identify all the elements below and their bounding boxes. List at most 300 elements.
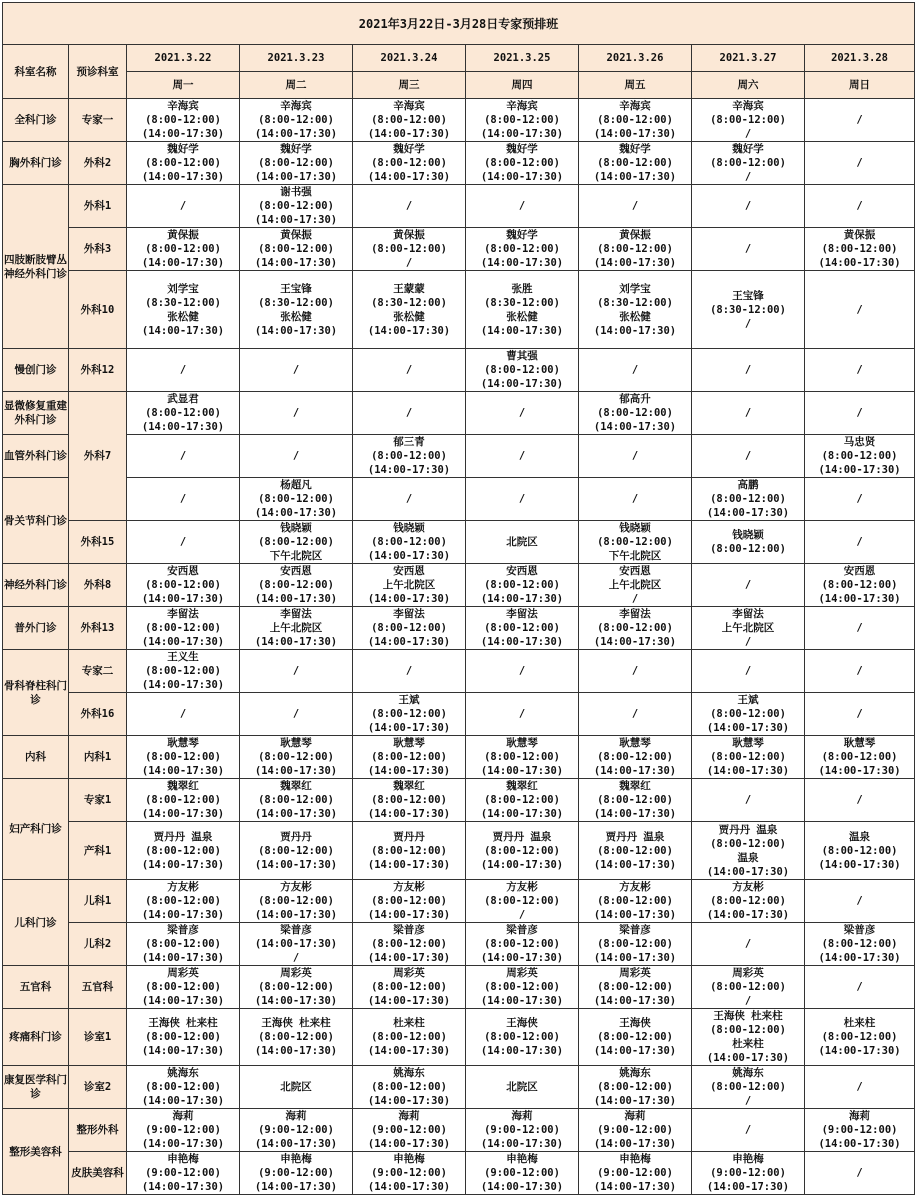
schedule-cell bbox=[466, 822, 579, 880]
schedule-line: (14:00-17:30) bbox=[818, 257, 901, 269]
schedule-cell bbox=[127, 693, 240, 736]
schedule-cell bbox=[579, 1109, 692, 1152]
schedule-line: 周彩英 bbox=[280, 967, 312, 979]
schedule-line: (14:00-17:30) bbox=[480, 1181, 564, 1193]
schedule-cell bbox=[466, 880, 579, 923]
schedule-line: (9:00-12:00) bbox=[371, 1167, 447, 1179]
schedule-cell bbox=[127, 392, 240, 435]
schedule-line: 下午北院区 bbox=[608, 550, 662, 562]
schedule-cell bbox=[127, 1009, 240, 1066]
schedule-cell bbox=[353, 392, 466, 435]
schedule-cell bbox=[240, 779, 353, 822]
schedule-line: / bbox=[292, 708, 300, 720]
schedule-cell bbox=[127, 478, 240, 521]
clinic-room: 外科16 bbox=[69, 693, 127, 736]
schedule-line: 上午北院区 bbox=[382, 579, 436, 591]
schedule-line: (14:00-17:30) bbox=[706, 909, 790, 921]
schedule-line: (14:00-17:30) bbox=[254, 593, 338, 605]
schedule-line: (8:00-12:00) bbox=[145, 794, 221, 806]
schedule-line: (8:00-12:00) bbox=[145, 981, 221, 993]
department-name: 四肢断肢臂丛神经外科门诊 bbox=[3, 185, 69, 349]
schedule-cell bbox=[353, 99, 466, 142]
schedule-cell bbox=[240, 228, 353, 271]
schedule-line: / bbox=[744, 938, 752, 950]
schedule-cell bbox=[805, 650, 915, 693]
schedule-line: / bbox=[856, 157, 863, 169]
schedule-line: 上午北院区 bbox=[269, 622, 323, 634]
schedule-line: 耿慧琴 bbox=[843, 737, 876, 749]
schedule-line: 耿慧琴 bbox=[393, 737, 425, 749]
schedule-cell bbox=[127, 564, 240, 607]
schedule-line: (8:00-12:00) bbox=[371, 450, 447, 462]
schedule-line: 海莉 bbox=[849, 1110, 871, 1122]
schedule-line: (8:00-12:00) bbox=[597, 622, 673, 634]
schedule-line: / bbox=[179, 493, 187, 505]
schedule-line: 辛海宾 bbox=[167, 100, 199, 112]
schedule-line: (8:00-12:00) bbox=[371, 938, 447, 950]
schedule-line: / bbox=[744, 243, 752, 255]
schedule-line: / bbox=[518, 665, 526, 677]
schedule-line: / bbox=[744, 171, 752, 183]
schedule-cell bbox=[692, 693, 805, 736]
schedule-line: (14:00-17:30) bbox=[480, 952, 564, 964]
schedule-cell bbox=[353, 349, 466, 392]
schedule-cell bbox=[579, 650, 692, 693]
schedule-cell bbox=[692, 1152, 805, 1195]
schedule-cell bbox=[127, 142, 240, 185]
schedule-line: 魏翠红 bbox=[393, 780, 425, 792]
schedule-line: (14:00-17:30) bbox=[480, 128, 564, 140]
schedule-cell bbox=[240, 142, 353, 185]
schedule-line: (14:00-17:30) bbox=[367, 593, 451, 605]
schedule-cell bbox=[240, 435, 353, 478]
schedule-line: (14:00-17:30) bbox=[254, 128, 338, 140]
clinic-room: 产科1 bbox=[69, 822, 127, 880]
schedule-line: 刘学宝 bbox=[167, 282, 199, 295]
schedule-line: / bbox=[292, 450, 300, 462]
schedule-cell bbox=[579, 1066, 692, 1109]
schedule-line: (14:00-17:30) bbox=[367, 722, 451, 734]
schedule-line: 张松健 bbox=[280, 310, 312, 323]
schedule-cell bbox=[466, 564, 579, 607]
schedule-line: 北院区 bbox=[506, 536, 538, 548]
table-row bbox=[3, 271, 915, 349]
schedule-line: (8:00-12:00) bbox=[710, 981, 786, 993]
schedule-cell bbox=[692, 142, 805, 185]
schedule-line: (8:00-12:00) bbox=[258, 1031, 334, 1043]
schedule-line: (8:00-12:00) bbox=[258, 493, 334, 505]
schedule-line: (14:00-17:30) bbox=[254, 909, 338, 921]
schedule-cell bbox=[692, 822, 805, 880]
schedule-line: (14:00-17:30) bbox=[254, 257, 338, 269]
schedule-cell bbox=[240, 880, 353, 923]
schedule-cell bbox=[692, 99, 805, 142]
schedule-line: (14:00-17:30) bbox=[141, 1138, 225, 1150]
schedule-cell bbox=[240, 1109, 353, 1152]
schedule-cell bbox=[692, 736, 805, 779]
schedule-line: (8:00-12:00) bbox=[371, 895, 447, 907]
schedule-cell bbox=[692, 185, 805, 228]
schedule-line: 辛海宾 bbox=[506, 100, 538, 112]
schedule-line: 梁普彦 bbox=[506, 924, 538, 936]
schedule-line: (8:00-12:00) bbox=[821, 450, 898, 462]
schedule-line: (14:00-17:30) bbox=[593, 257, 677, 269]
weekday-header: 周三 bbox=[353, 72, 466, 99]
department-name: 全科门诊 bbox=[3, 99, 69, 142]
schedule-cell bbox=[579, 521, 692, 564]
schedule-line: 周彩英 bbox=[619, 967, 651, 979]
schedule-line: (8:00-12:00) bbox=[597, 751, 673, 763]
schedule-line: (14:00-17:30) bbox=[593, 1181, 677, 1193]
schedule-line: (14:00-17:30) bbox=[593, 128, 677, 140]
schedule-line: 周彩英 bbox=[393, 967, 425, 979]
schedule-line: 高鹏 bbox=[737, 479, 759, 491]
schedule-line: (14:00-17:30) bbox=[367, 1045, 451, 1057]
table-row bbox=[3, 564, 915, 607]
weekday-row bbox=[3, 72, 915, 99]
schedule-line: 郁高升 bbox=[619, 393, 651, 405]
schedule-cell bbox=[692, 650, 805, 693]
schedule-line: 贾丹丹 温泉 bbox=[492, 830, 552, 843]
schedule-line: (8:00-12:00) bbox=[371, 981, 447, 993]
schedule-line: (8:30-12:00) bbox=[710, 303, 786, 316]
schedule-line: (14:00-17:30) bbox=[818, 858, 901, 871]
schedule-line: (9:00-12:00) bbox=[597, 1167, 673, 1179]
schedule-line: 黄保振 bbox=[619, 229, 651, 241]
schedule-line: (8:00-12:00) bbox=[484, 895, 560, 907]
schedule-line: (14:00-17:30) bbox=[141, 1181, 225, 1193]
schedule-line: (8:00-12:00) bbox=[145, 1031, 221, 1043]
schedule-line: 魏好学 bbox=[280, 143, 312, 155]
schedule-line: 魏好学 bbox=[506, 143, 538, 155]
clinic-room: 专家1 bbox=[69, 779, 127, 822]
schedule-line: (8:00-12:00) bbox=[597, 794, 673, 806]
schedule-line: / bbox=[856, 794, 863, 806]
schedule-cell bbox=[240, 185, 353, 228]
schedule-cell bbox=[692, 607, 805, 650]
schedule-cell bbox=[240, 564, 353, 607]
schedule-line: (14:00-17:30) bbox=[141, 765, 225, 777]
schedule-line: (8:00-12:00) bbox=[710, 157, 786, 169]
schedule-table bbox=[2, 2, 915, 1195]
schedule-cell bbox=[466, 966, 579, 1009]
schedule-cell bbox=[127, 521, 240, 564]
schedule-line: 梁普彦 bbox=[280, 924, 312, 936]
schedule-cell bbox=[805, 349, 915, 392]
clinic-room: 外科7 bbox=[69, 392, 127, 521]
schedule-cell bbox=[805, 1152, 915, 1195]
schedule-line: 周彩英 bbox=[167, 967, 199, 979]
schedule-cell bbox=[579, 271, 692, 349]
schedule-line: (8:00-12:00) bbox=[821, 1031, 898, 1043]
schedule-line: 方友彬 bbox=[393, 881, 425, 893]
date-header: 2021.3.25 bbox=[466, 45, 579, 72]
schedule-line: (14:00-17:30) bbox=[593, 1095, 677, 1107]
schedule-line: 安西恩 bbox=[393, 565, 425, 577]
schedule-line: 钱晓颖 bbox=[280, 522, 312, 534]
schedule-line: (8:30-12:00) bbox=[484, 296, 560, 309]
schedule-cell bbox=[805, 736, 915, 779]
schedule-line: 马忠贤 bbox=[843, 436, 876, 448]
schedule-line: 魏翠红 bbox=[619, 780, 651, 792]
schedule-line: / bbox=[518, 493, 526, 505]
schedule-line: (14:00-17:30) bbox=[254, 507, 338, 519]
clinic-room: 整形外科 bbox=[69, 1109, 127, 1152]
date-header: 2021.3.27 bbox=[692, 45, 805, 72]
schedule-line: / bbox=[744, 995, 752, 1007]
schedule-cell bbox=[805, 521, 915, 564]
schedule-line: (8:00-12:00) bbox=[597, 938, 673, 950]
schedule-line: 温泉 bbox=[849, 830, 871, 843]
schedule-line: (14:00-17:30) bbox=[480, 324, 564, 337]
schedule-line: 姚海东 bbox=[619, 1067, 651, 1079]
clinic-room: 诊室2 bbox=[69, 1066, 127, 1109]
schedule-line: (8:00-12:00) bbox=[710, 895, 786, 907]
schedule-cell bbox=[240, 1152, 353, 1195]
schedule-line: (8:00-12:00) bbox=[484, 794, 560, 806]
schedule-cell bbox=[466, 1109, 579, 1152]
schedule-line: (14:00-17:30) bbox=[367, 952, 451, 964]
schedule-cell bbox=[353, 880, 466, 923]
date-row bbox=[3, 45, 915, 72]
schedule-line: 姚海东 bbox=[732, 1067, 764, 1079]
weekday-header: 周二 bbox=[240, 72, 353, 99]
schedule-cell bbox=[466, 923, 579, 966]
schedule-line: (8:00-12:00) bbox=[371, 157, 447, 169]
schedule-line: (8:00-12:00) bbox=[710, 837, 786, 850]
schedule-line: / bbox=[856, 407, 863, 419]
table-row bbox=[3, 99, 915, 142]
schedule-line: (9:00-12:00) bbox=[484, 1124, 560, 1136]
schedule-line: / bbox=[856, 981, 863, 993]
schedule-line: 耿慧琴 bbox=[167, 737, 199, 749]
schedule-line: 海莉 bbox=[172, 1110, 194, 1122]
schedule-cell bbox=[240, 99, 353, 142]
table-row bbox=[3, 693, 915, 736]
schedule-line: 王义生 bbox=[167, 651, 199, 663]
schedule-line: (14:00-17:30) bbox=[141, 257, 225, 269]
schedule-cell bbox=[240, 693, 353, 736]
schedule-line: 贾丹丹 温泉 bbox=[718, 823, 778, 836]
schedule-line: / bbox=[856, 364, 863, 376]
schedule-line: 李留法 bbox=[167, 608, 199, 620]
schedule-line: (8:00-12:00) bbox=[710, 114, 786, 126]
schedule-cell bbox=[466, 185, 579, 228]
schedule-line: (8:00-12:00) bbox=[145, 114, 221, 126]
date-header: 2021.3.24 bbox=[353, 45, 466, 72]
schedule-cell bbox=[127, 435, 240, 478]
schedule-line: (8:00-12:00) bbox=[145, 243, 221, 255]
schedule-line: (14:00-17:30) bbox=[593, 952, 677, 964]
schedule-line: 梁普彦 bbox=[393, 924, 425, 936]
schedule-cell bbox=[805, 1066, 915, 1109]
schedule-line: 钱晓颖 bbox=[393, 522, 425, 534]
table-row bbox=[3, 736, 915, 779]
department-name: 儿科门诊 bbox=[3, 880, 69, 966]
schedule-line: (8:00-12:00) bbox=[484, 938, 560, 950]
schedule-cell bbox=[353, 185, 466, 228]
schedule-cell bbox=[692, 1066, 805, 1109]
table-row bbox=[3, 478, 915, 521]
schedule-line: 梁普彦 bbox=[619, 924, 651, 936]
schedule-line: (14:00-17:30) bbox=[141, 324, 225, 337]
schedule-cell bbox=[240, 650, 353, 693]
schedule-line: 申艳梅 bbox=[280, 1153, 312, 1165]
schedule-cell bbox=[240, 392, 353, 435]
schedule-line: (8:00-12:00) bbox=[597, 243, 673, 255]
schedule-line: (8:00-12:00) bbox=[145, 844, 221, 857]
schedule-line: (8:00-12:00) bbox=[145, 579, 221, 591]
schedule-cell bbox=[692, 966, 805, 1009]
schedule-line: / bbox=[179, 200, 187, 212]
schedule-cell bbox=[466, 478, 579, 521]
schedule-line: (9:00-12:00) bbox=[371, 1124, 447, 1136]
schedule-cell bbox=[353, 736, 466, 779]
schedule-line: 杨超凡 bbox=[280, 479, 312, 491]
schedule-line: 贾丹丹 bbox=[280, 830, 312, 843]
schedule-line: / bbox=[631, 593, 639, 605]
schedule-line: (8:30-12:00) bbox=[145, 296, 221, 309]
schedule-line: (14:00-17:30) bbox=[593, 324, 677, 337]
schedule-line: (8:00-12:00) bbox=[258, 536, 334, 548]
table-row bbox=[3, 521, 915, 564]
schedule-line: (8:00-12:00) bbox=[484, 579, 560, 591]
schedule-line: 方友彬 bbox=[619, 881, 651, 893]
schedule-line: 北院区 bbox=[506, 1081, 538, 1093]
schedule-line: (8:00-12:00) bbox=[371, 794, 447, 806]
schedule-cell bbox=[240, 607, 353, 650]
schedule-line: / bbox=[856, 1081, 863, 1093]
schedule-line: (9:00-12:00) bbox=[145, 1124, 221, 1136]
schedule-cell bbox=[692, 271, 805, 349]
schedule-cell bbox=[127, 923, 240, 966]
schedule-line: (14:00-17:30) bbox=[706, 765, 790, 777]
schedule-cell bbox=[466, 693, 579, 736]
schedule-cell bbox=[127, 228, 240, 271]
schedule-line: (9:00-12:00) bbox=[258, 1124, 334, 1136]
schedule-line: / bbox=[179, 364, 187, 376]
schedule-line: (8:00-12:00) bbox=[371, 751, 447, 763]
schedule-line: 钱晓颖 bbox=[619, 522, 651, 534]
schedule-line: (14:00-17:30) bbox=[367, 1138, 451, 1150]
schedule-line: (8:00-12:00) bbox=[258, 751, 334, 763]
schedule-line: (9:00-12:00) bbox=[821, 1124, 898, 1136]
schedule-cell bbox=[353, 1109, 466, 1152]
weekday-header: 周四 bbox=[466, 72, 579, 99]
schedule-line: (14:00-17:30) bbox=[367, 464, 451, 476]
schedule-line: 申艳梅 bbox=[619, 1153, 651, 1165]
schedule-cell bbox=[692, 478, 805, 521]
schedule-line: 王斌 bbox=[398, 694, 420, 706]
schedule-line: 安西恩 bbox=[167, 565, 199, 577]
schedule-cell bbox=[353, 779, 466, 822]
schedule-line: / bbox=[856, 622, 863, 634]
date-header: 2021.3.28 bbox=[805, 45, 915, 72]
schedule-line: 魏好学 bbox=[167, 143, 199, 155]
schedule-line: 曹其强 bbox=[506, 350, 538, 362]
schedule-line: (14:00-17:30) bbox=[480, 1138, 564, 1150]
schedule-cell bbox=[692, 349, 805, 392]
schedule-line: 杜来柱 bbox=[843, 1017, 876, 1029]
schedule-line: / bbox=[405, 665, 413, 677]
schedule-line: (14:00-17:30) bbox=[254, 995, 338, 1007]
schedule-line: 辛海宾 bbox=[393, 100, 425, 112]
schedule-cell bbox=[353, 607, 466, 650]
schedule-line: (14:00-17:30) bbox=[593, 808, 677, 820]
weekday-header: 周五 bbox=[579, 72, 692, 99]
schedule-cell bbox=[353, 478, 466, 521]
schedule-line: (8:00-12:00) bbox=[597, 157, 673, 169]
schedule-line: / bbox=[744, 1124, 752, 1136]
schedule-cell bbox=[579, 435, 692, 478]
schedule-line: 李留法 bbox=[393, 608, 425, 620]
schedule-line: (8:00-12:00) bbox=[145, 665, 221, 677]
clinic-room: 外科10 bbox=[69, 271, 127, 349]
schedule-cell bbox=[240, 271, 353, 349]
schedule-cell bbox=[353, 1066, 466, 1109]
schedule-line: / bbox=[744, 128, 752, 140]
schedule-line: / bbox=[292, 364, 300, 376]
schedule-line: 李留法 bbox=[732, 608, 764, 620]
schedule-line: (8:00-12:00) bbox=[484, 157, 560, 169]
schedule-cell bbox=[240, 736, 353, 779]
schedule-line: 张胜 bbox=[511, 282, 533, 295]
schedule-cell bbox=[353, 564, 466, 607]
schedule-line: (14:00-17:30) bbox=[367, 1095, 451, 1107]
schedule-cell bbox=[692, 564, 805, 607]
schedule-cell bbox=[692, 392, 805, 435]
schedule-cell bbox=[127, 1109, 240, 1152]
schedule-line: (8:00-12:00) bbox=[484, 1031, 560, 1043]
schedule-cell bbox=[240, 1009, 353, 1066]
schedule-line: 安西恩 bbox=[843, 565, 876, 577]
clinic-room: 五官科 bbox=[69, 966, 127, 1009]
schedule-line: / bbox=[405, 257, 413, 269]
table-row bbox=[3, 966, 915, 1009]
schedule-line: 安西恩 bbox=[506, 565, 538, 577]
schedule-line: 黄保振 bbox=[280, 229, 312, 241]
schedule-line: (8:00-12:00) bbox=[484, 981, 560, 993]
schedule-line: (8:00-12:00) bbox=[145, 895, 221, 907]
schedule-cell bbox=[240, 822, 353, 880]
schedule-line: (14:00-17:30) bbox=[706, 865, 790, 878]
schedule-line: / bbox=[856, 200, 863, 212]
schedule-cell bbox=[805, 607, 915, 650]
schedule-cell bbox=[805, 228, 915, 271]
schedule-cell bbox=[805, 1009, 915, 1066]
schedule-line: (14:00-17:30) bbox=[367, 995, 451, 1007]
schedule-line: / bbox=[518, 407, 526, 419]
schedule-line: 耿慧琴 bbox=[732, 737, 764, 749]
schedule-line: (8:00-12:00) bbox=[597, 1031, 673, 1043]
schedule-line: (14:00-17:30) bbox=[254, 214, 338, 226]
schedule-cell bbox=[805, 693, 915, 736]
schedule-line: / bbox=[405, 493, 413, 505]
weekday-header: 周日 bbox=[805, 72, 915, 99]
schedule-cell bbox=[692, 521, 805, 564]
clinic-room: 儿科1 bbox=[69, 880, 127, 923]
department-name: 康复医学科门诊 bbox=[3, 1066, 69, 1109]
title-row bbox=[3, 3, 915, 45]
schedule-line: 张松健 bbox=[393, 310, 425, 323]
schedule-line: 贾丹丹 bbox=[393, 830, 425, 843]
schedule-line: 王宝锋 bbox=[280, 282, 312, 295]
table-row bbox=[3, 1066, 915, 1109]
schedule-cell bbox=[579, 1152, 692, 1195]
schedule-line: (8:00-12:00) bbox=[371, 1081, 447, 1093]
schedule-line: / bbox=[744, 794, 752, 806]
schedule-cell bbox=[466, 607, 579, 650]
